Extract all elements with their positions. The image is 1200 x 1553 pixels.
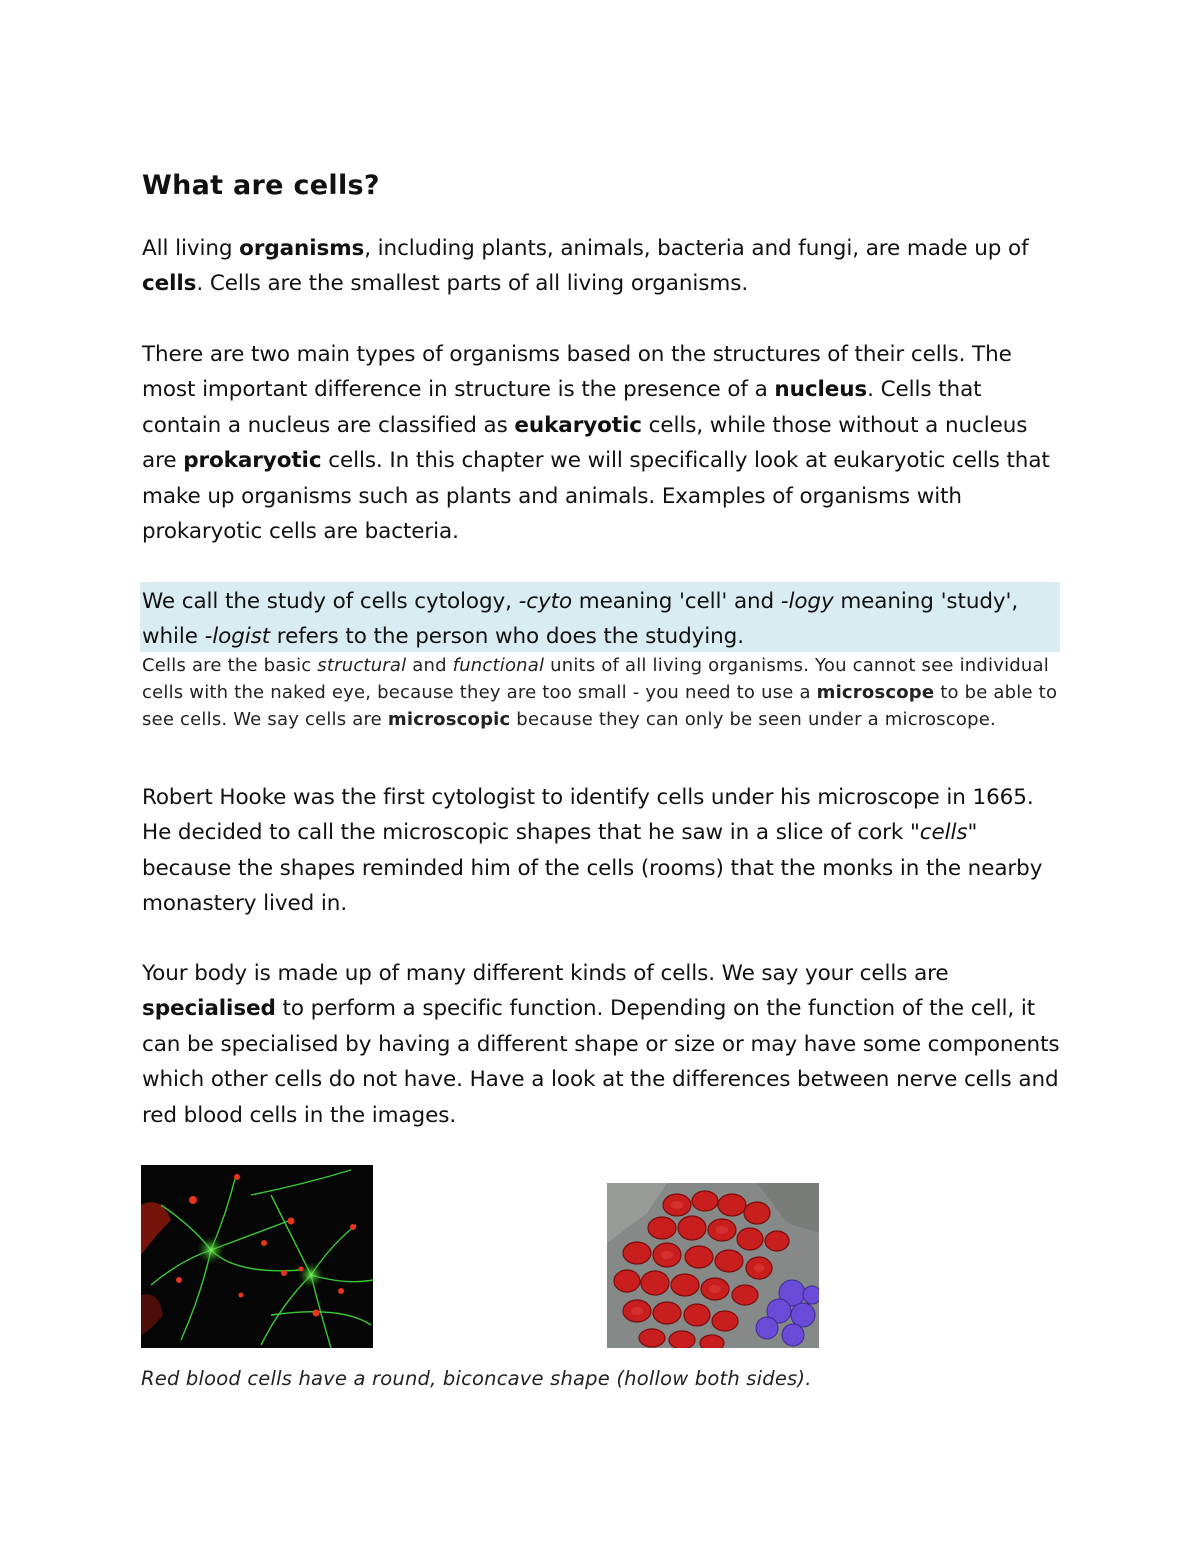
- callout-cytology: [140, 582, 1060, 652]
- text: refers to the person who does the studying.: [270, 624, 744, 650]
- text: Cells are the basic: [142, 655, 318, 676]
- paragraph-specialised: [142, 956, 1062, 1133]
- term-organisms: organisms: [239, 236, 365, 261]
- text: to perform a specific function. Depending on the function of the cell, it can be specialised by having a different shape or size or may have some components which other cells do not have. Have a look at the differences between nerve cells and red blood cells in the images.: [142, 996, 1060, 1128]
- text: cells, while those without a nucleus are: [142, 412, 1028, 474]
- page-title: What are cells?: [142, 170, 380, 201]
- text: There are two main types of organisms based on the structures of their cells. The most important difference in structure is the presence of a: [142, 342, 1012, 403]
- text: . Cells that contain a nucleus are classified as: [142, 377, 982, 438]
- text: cells. In this chapter we will specifically look at eukaryotic cells that make up organisms such as plants and animals. Examples of organisms with prokaryotic cells are bacteria.: [142, 448, 1050, 545]
- text: to be able to see cells. We say cells are: [142, 682, 1058, 730]
- paragraph-intro: [142, 231, 1062, 302]
- text: meaning 'cell' and: [572, 589, 781, 614]
- image-caption: Red blood cells have a round, biconcave shape (hollow both sides).: [141, 1367, 812, 1390]
- term-specialised: specialised: [142, 996, 276, 1022]
- text: . Cells are the smallest parts of all living organisms.: [196, 271, 749, 297]
- term-cells: cells: [142, 271, 197, 297]
- text: Robert Hooke was the first cytologist to identify cells under his microscope in 1665. He decided to call the microscopic shapes that he saw in a slice of cork ": [142, 785, 1034, 846]
- text: because they can only be seen under a microscope.: [510, 709, 996, 730]
- term-prokaryotic: prokaryotic: [183, 448, 322, 474]
- term-structural: structural: [317, 655, 407, 676]
- term-nucleus: nucleus: [774, 377, 868, 403]
- term-eukaryotic: eukaryotic: [514, 412, 642, 438]
- red-blood-cells-image: [607, 1183, 819, 1348]
- paragraph-cell-types: [142, 337, 1062, 549]
- term-logist: -logist: [204, 624, 271, 650]
- nerve-cells-image: [141, 1165, 373, 1348]
- nerve-cells-illustration: [141, 1165, 373, 1348]
- term-microscopic: microscopic: [387, 709, 511, 730]
- term-microscope: microscope: [816, 682, 935, 703]
- text: , including plants, animals, bacteria and fungi, are made up of: [364, 236, 1029, 261]
- paragraph-microscopic: [142, 652, 1062, 733]
- text: All living: [142, 236, 240, 261]
- red-blood-cells-illustration: [607, 1183, 819, 1348]
- text: Your body is made up of many different kinds of cells. We say your cells are: [142, 961, 949, 986]
- term-functional: functional: [452, 655, 545, 676]
- term-logy: -logy: [780, 589, 834, 614]
- text: " because the shapes reminded him of the cells (rooms) that the monks in the nearby monastery lived in.: [142, 820, 1043, 917]
- text: meaning 'study', while: [142, 589, 1019, 650]
- term-cells-quote: cells: [919, 820, 968, 846]
- text: and: [406, 655, 453, 676]
- term-cyto: -cyto: [518, 589, 572, 614]
- text: units of all living organisms. You cannot see individual cells with the naked eye, because they are too small - you need to use a: [142, 655, 1049, 703]
- text: We call the study of cells cytology,: [142, 589, 519, 614]
- paragraph-robert-hooke: [142, 780, 1062, 922]
